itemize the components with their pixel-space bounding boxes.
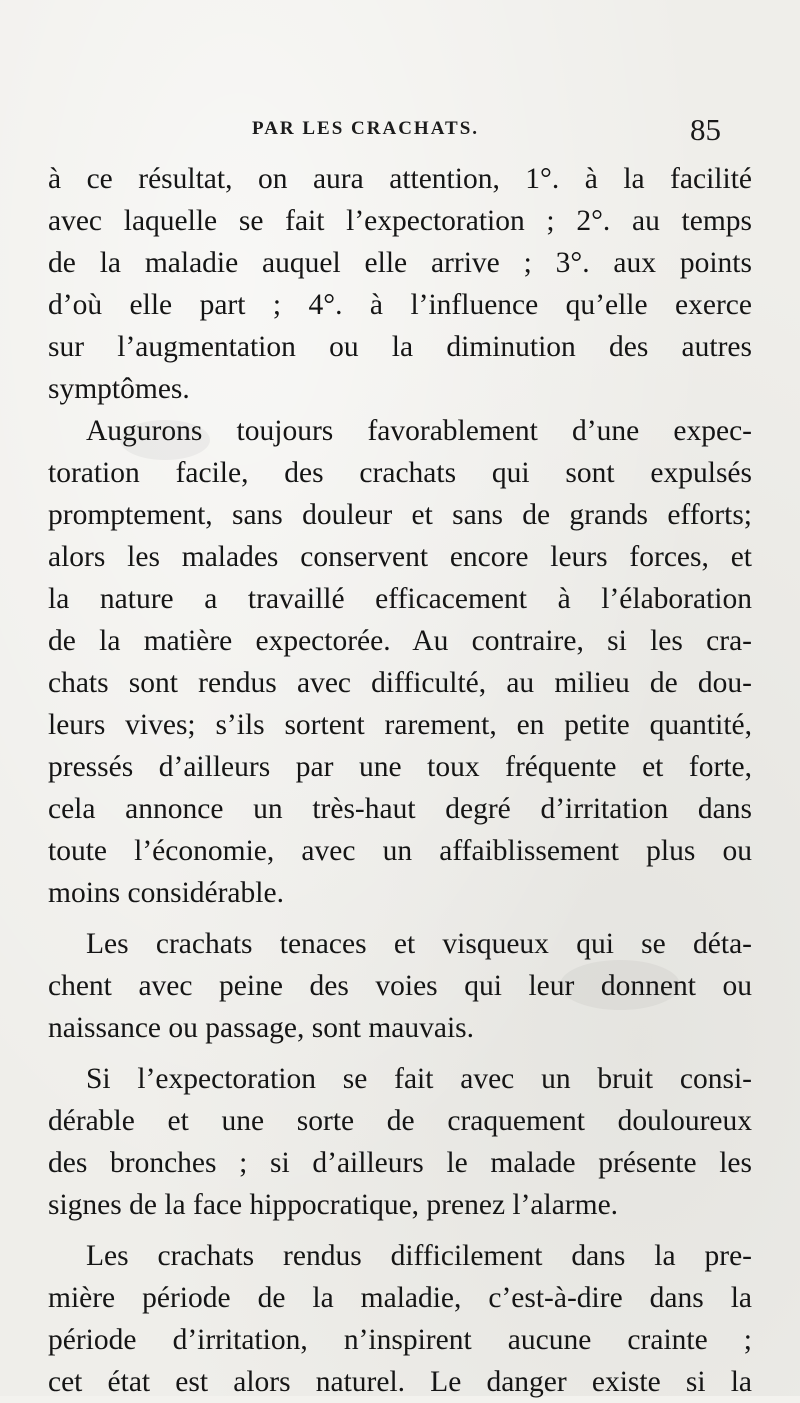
paragraph-gap bbox=[48, 914, 752, 923]
text-line: moins considérable. bbox=[48, 877, 284, 909]
text-line: avec laquelle se fait l’expectoration ; 2°. au temps bbox=[48, 205, 752, 237]
text-line: Les crachats rendus difficilement dans la pre- bbox=[86, 1240, 752, 1272]
text-line: toration facile, des crachats qui sont expulsés bbox=[48, 457, 752, 489]
text-line: promptement, sans douleur et sans de grands efforts; bbox=[48, 499, 752, 531]
paragraph bbox=[48, 410, 752, 914]
text-line: naissance ou passage, sont mauvais. bbox=[48, 1012, 475, 1044]
page-header bbox=[0, 112, 800, 152]
text-line: alors les malades conservent encore leurs forces, et bbox=[48, 541, 752, 573]
text-line: des bronches ; si d’ailleurs le malade présente les bbox=[48, 1147, 752, 1179]
page-number: 85 bbox=[690, 112, 721, 147]
text-line: à ce résultat, on aura attention, 1°. à la facilité bbox=[48, 163, 752, 195]
paragraph bbox=[48, 1235, 752, 1403]
text-line: cet état est alors naturel. Le danger existe si la bbox=[48, 1366, 752, 1398]
text-line: d’où elle part ; 4°. à l’influence qu’elle exerce bbox=[48, 289, 752, 321]
paragraph bbox=[48, 1058, 752, 1226]
text-line: période d’irritation, n’inspirent aucune crainte ; bbox=[48, 1324, 752, 1356]
text-line: cela annonce un très-haut degré d’irritation dans bbox=[48, 793, 752, 825]
text-line: leurs vives; s’ils sortent rarement, en petite quantité, bbox=[48, 709, 752, 741]
text-line: dérable et une sorte de craquement douloureux bbox=[48, 1105, 752, 1137]
text-line: chent avec peine des voies qui leur donnent ou bbox=[48, 970, 752, 1002]
text-line: symptômes. bbox=[48, 373, 190, 405]
text-line: toute l’économie, avec un affaiblissement plus ou bbox=[48, 835, 752, 867]
text-line: Les crachats tenaces et visqueux qui se déta- bbox=[86, 928, 752, 960]
paragraph bbox=[48, 158, 752, 410]
text-line: la nature a travaillé efficacement à l’élaboration bbox=[48, 583, 752, 615]
text-line: de la matière expectorée. Au contraire, si les cra- bbox=[48, 625, 752, 657]
text-line: pressés d’ailleurs par une toux fréquente et forte, bbox=[48, 751, 752, 783]
text-line: Augurons toujours favorablement d’une expec- bbox=[86, 415, 752, 447]
paragraph-gap bbox=[48, 1226, 752, 1235]
text-line: Si l’expectoration se fait avec un bruit consi- bbox=[86, 1063, 752, 1095]
text-line: signes de la face hippocratique, prenez l’alarme. bbox=[48, 1189, 619, 1221]
paragraph bbox=[48, 923, 752, 1049]
text-line: sur l’augmentation ou la diminution des autres bbox=[48, 331, 752, 363]
text-line: de la maladie auquel elle arrive ; 3°. aux points bbox=[48, 247, 752, 279]
text-line: chats sont rendus avec difficulté, au milieu de dou- bbox=[48, 667, 752, 699]
text-body bbox=[48, 158, 752, 1403]
text-line: mière période de la maladie, c’est-à-dire dans la bbox=[48, 1282, 752, 1314]
paragraph-gap bbox=[48, 1049, 752, 1058]
running-title: PAR LES CRACHATS. bbox=[252, 118, 480, 139]
